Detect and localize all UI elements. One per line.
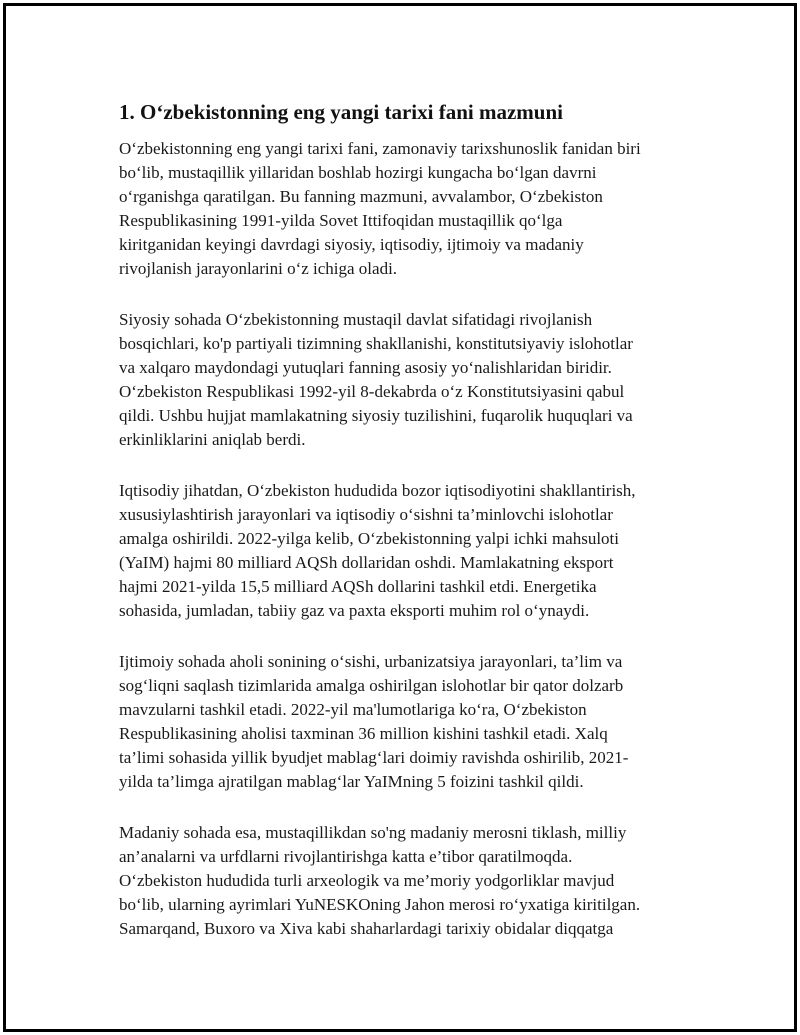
text-line: yilda ta’limga ajratilgan mablag‘lar YaIMning 5 foizini tashkil qildi.	[119, 772, 584, 791]
text-line: bo‘lib, ularning ayrimlari YuNESKOning Jahon merosi ro‘yxatiga kiritilgan.	[119, 895, 641, 914]
text-line: O‘zbekistonning eng yangi tarixi fani, zamonaviy tarixshunoslik fanidan biri	[119, 139, 641, 158]
text-line: bo‘lib, mustaqillik yillaridan boshlab hozirgi kungacha bo‘lgan davrni	[119, 163, 597, 182]
paragraph-social	[119, 650, 689, 794]
text-line: erkinliklarini aniqlab berdi.	[119, 430, 306, 449]
paragraph-economic	[119, 479, 689, 623]
text-line: ta’limi sohasida yillik byudjet mablag‘lari doimiy ravishda oshirilib, 2021-	[119, 748, 629, 767]
paragraph-cultural	[119, 821, 689, 941]
text-line: amalga oshirildi. 2022-yilga kelib, O‘zbekistonning yalpi ichki mahsuloti	[119, 529, 619, 548]
text-line: (YaIM) hajmi 80 milliard AQSh dollaridan oshdi. Mamlakatning eksport	[119, 553, 614, 572]
text-line: Iqtisodiy jihatdan, O‘zbekiston hududida bozor iqtisodiyotini shakllantirish,	[119, 481, 636, 500]
document-page	[3, 3, 797, 1032]
paragraph-intro	[119, 137, 689, 281]
section-heading: 1. O‘zbekistonning eng yangi tarixi fani mazmuni	[119, 100, 563, 124]
text-line: qildi. Ushbu hujjat mamlakatning siyosiy tuzilishini, fuqarolik huquqlari va	[119, 406, 633, 425]
text-line: o‘rganishga qaratilgan. Bu fanning mazmuni, avvalambor, O‘zbekiston	[119, 187, 603, 206]
text-line: O‘zbekiston hududida turli arxeologik va me’moriy yodgorliklar mavjud	[119, 871, 615, 890]
document-content	[119, 99, 689, 968]
text-line: sohasida, jumladan, tabiiy gaz va paxta eksporti muhim rol o‘ynaydi.	[119, 601, 590, 620]
text-line: rivojlanish jarayonlarini o‘z ichiga oladi.	[119, 259, 398, 278]
text-line: Respublikasining aholisi taxminan 36 million kishini tashkil etadi. Xalq	[119, 724, 608, 743]
text-line: va xalqaro maydondagi yutuqlari fanning asosiy yo‘nalishlaridan biridir.	[119, 358, 612, 377]
text-line: xususiylashtirish jarayonlari va iqtisodiy o‘sishni ta’minlovchi islohotlar	[119, 505, 613, 524]
text-line: sog‘liqni saqlash tizimlarida amalga oshirilgan islohotlar bir qator dolzarb	[119, 676, 624, 695]
text-line: mavzularni tashkil etadi. 2022-yil ma'lumotlariga ko‘ra, O‘zbekiston	[119, 700, 587, 719]
text-line: kiritganidan keyingi davrdagi siyosiy, iqtisodiy, ijtimoiy va madaniy	[119, 235, 584, 254]
text-line: hajmi 2021-yilda 15,5 milliard AQSh dollarini tashkil etdi. Energetika	[119, 577, 597, 596]
text-line: Respublikasining 1991-yilda Sovet Ittifoqidan mustaqillik qo‘lga	[119, 211, 563, 230]
text-line: Siyosiy sohada O‘zbekistonning mustaqil davlat sifatidagi rivojlanish	[119, 310, 593, 329]
text-line: Ijtimoiy sohada aholi sonining o‘sishi, urbanizatsiya jarayonlari, ta’lim va	[119, 652, 623, 671]
text-line: Madaniy sohada esa, mustaqillikdan so'ng madaniy merosni tiklash, milliy	[119, 823, 627, 842]
text-line: bosqichlari, ko'p partiyali tizimning shakllanishi, konstitutsiyaviy islohotlar	[119, 334, 633, 353]
text-line: an’analarni va urfdlarni rivojlantirishga katta e’tibor qaratilmoqda.	[119, 847, 573, 866]
text-line: O‘zbekiston Respublikasi 1992-yil 8-dekabrda o‘z Konstitutsiyasini qabul	[119, 382, 625, 401]
text-line: Samarqand, Buxoro va Xiva kabi shaharlardagi tarixiy obidalar diqqatga	[119, 919, 614, 938]
paragraph-political	[119, 308, 689, 452]
